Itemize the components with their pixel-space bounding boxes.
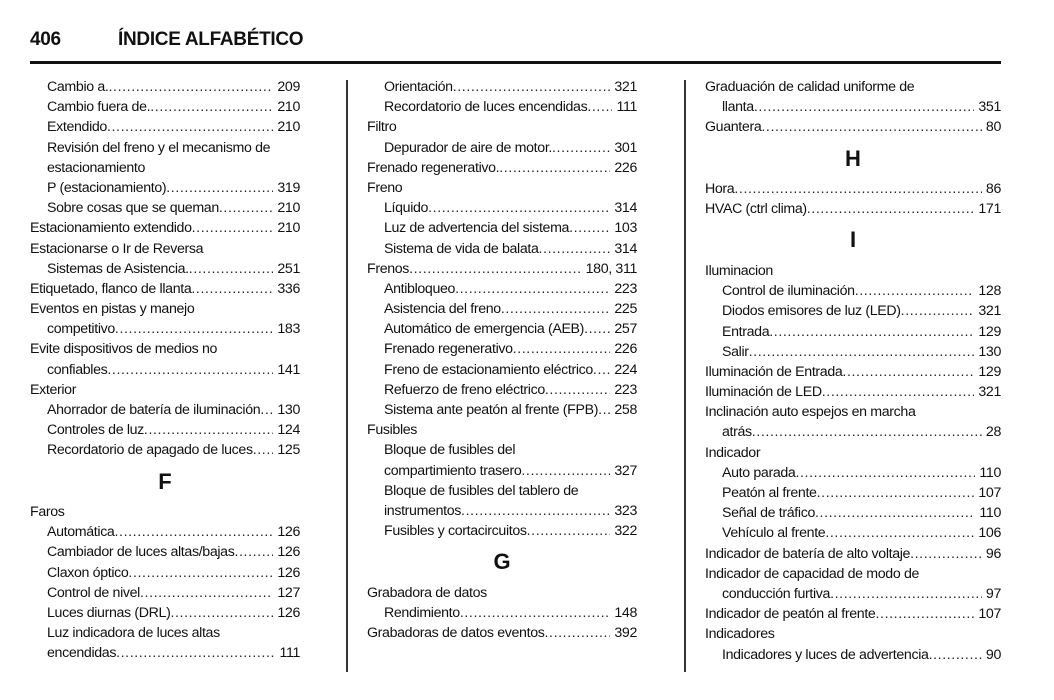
index-entry <box>705 199 1001 219</box>
index-entry <box>30 239 300 259</box>
page-reference: 97 <box>985 585 1001 602</box>
index-subentry <box>30 400 300 420</box>
dot-leader <box>114 522 273 542</box>
entry-text: confiables <box>47 361 108 378</box>
entry-text: Frenado regenerativo. <box>367 159 500 176</box>
index-entry <box>705 624 1001 644</box>
index-subentry <box>30 360 300 380</box>
index-subentry <box>705 342 1001 362</box>
dot-leader <box>521 461 610 481</box>
entry-text: Rendimiento <box>384 605 460 621</box>
page-reference: 125 <box>277 442 300 459</box>
dot-leader <box>107 117 273 137</box>
page-reference: 210 <box>277 200 300 217</box>
entry-text: Bloque de fusibles del <box>384 442 516 459</box>
page-reference: 223 <box>614 381 637 398</box>
page-reference: 111 <box>616 99 637 116</box>
entry-text: Peatón al frente <box>722 485 817 501</box>
entry-text: Orientación <box>384 79 453 95</box>
dot-leader <box>128 563 273 583</box>
index-subentry <box>367 603 637 623</box>
entry-text: Indicador de batería de alto voltaje <box>705 545 911 562</box>
page-reference: 126 <box>277 605 300 621</box>
index-subentry <box>367 239 637 259</box>
page-reference: 183 <box>277 321 300 338</box>
index-subentry <box>367 319 637 339</box>
index-subentry <box>705 322 1001 342</box>
page-reference: 321 <box>978 303 1001 320</box>
entry-text: Cambio fuera de. <box>47 99 151 116</box>
section-letter: G <box>493 549 511 575</box>
page-reference: 258 <box>614 402 637 418</box>
page-reference: 210 <box>277 220 300 237</box>
index-subentry <box>367 299 637 319</box>
index-entry <box>30 279 300 299</box>
index-entry <box>367 158 637 178</box>
entry-text: Estacionarse o Ir de Reversa <box>30 240 204 257</box>
dot-leader <box>769 322 974 342</box>
page-reference: 86 <box>985 181 1001 198</box>
entry-text: Extendido <box>47 119 107 136</box>
dot-leader <box>815 503 975 523</box>
page-reference: 321 <box>978 384 1001 401</box>
index-subentry <box>705 503 1001 523</box>
dot-leader <box>929 645 982 665</box>
entry-text: Señal de tráfico <box>722 505 815 522</box>
index-entry <box>705 77 1001 97</box>
page-reference: 171 <box>978 201 1001 218</box>
index-subentry <box>30 603 300 623</box>
entry-text: Depurador de aire de motor. <box>384 139 552 156</box>
dot-leader <box>219 198 274 218</box>
section-letter: I <box>849 227 857 253</box>
index-subentry <box>705 645 1001 665</box>
entry-text: Sobre cosas que se queman <box>47 200 219 217</box>
entry-text: P (estacionamiento) <box>47 179 167 196</box>
page-reference: 257 <box>614 321 637 338</box>
entry-text: Diodos emisores de luz (LED) <box>722 303 901 320</box>
page-reference: 28 <box>985 424 1001 441</box>
page-reference: 209 <box>277 79 300 95</box>
dot-leader <box>855 281 975 301</box>
index-entry <box>367 117 637 137</box>
entry-text: Inclinación auto espejos en marcha <box>705 404 916 421</box>
index-subentry <box>367 97 637 117</box>
index-subentry <box>30 259 300 279</box>
dot-leader <box>140 583 273 603</box>
page-title: ÍNDICE ALFABÉTICO <box>118 29 304 50</box>
dot-leader <box>455 279 610 299</box>
page-reference: 130 <box>277 402 300 418</box>
entry-text: Controles de luz <box>47 422 144 439</box>
index-subentry <box>705 422 1001 442</box>
page-reference: 148 <box>614 605 637 621</box>
dot-leader <box>752 422 982 442</box>
index-entry <box>30 502 300 522</box>
entry-text: Bloque de fusibles del tablero de <box>384 482 579 499</box>
dot-leader <box>584 319 610 339</box>
entry-text: Iluminación de LED <box>705 384 822 401</box>
entry-text: Claxon óptico <box>47 564 129 581</box>
page-reference: 224 <box>614 361 637 378</box>
index-subentry <box>30 522 300 542</box>
dot-leader <box>825 523 974 543</box>
dot-leader <box>191 279 273 299</box>
column-divider <box>684 80 686 672</box>
dot-leader <box>587 97 612 117</box>
dot-leader <box>166 178 273 198</box>
page-reference: 110 <box>979 464 1001 481</box>
entry-text: Asistencia del freno <box>384 301 501 318</box>
dot-leader <box>552 138 610 158</box>
dot-leader <box>234 542 273 562</box>
entry-text: Control de iluminación <box>722 283 855 300</box>
section-letter: F <box>158 468 172 494</box>
page-reference: 96 <box>985 545 1001 562</box>
dot-leader <box>734 179 982 199</box>
index-entry <box>705 443 1001 463</box>
index-subentry <box>30 623 300 643</box>
entry-text: Cambio a. <box>47 79 109 95</box>
entry-text: Fusibles <box>367 422 418 439</box>
index-subentry <box>367 77 637 97</box>
entry-text: instrumentos <box>384 502 462 519</box>
entry-text: Antibloqueo <box>384 280 456 297</box>
index-subentry <box>367 440 637 460</box>
index-subentry <box>367 339 637 359</box>
dot-leader <box>170 603 273 623</box>
page-reference: 322 <box>614 523 637 540</box>
entry-text: Vehículo al frente <box>722 525 826 542</box>
index-entry <box>30 339 300 359</box>
entry-text: Recordatorio de luces encendidas <box>384 99 588 116</box>
dot-leader <box>109 77 274 97</box>
dot-leader <box>115 319 273 339</box>
index-entry <box>705 382 1001 402</box>
index-entry <box>30 218 300 238</box>
index-subentry <box>705 523 1001 543</box>
index-subentry <box>30 542 300 562</box>
page-reference: 126 <box>277 544 300 561</box>
dot-leader <box>499 158 610 178</box>
index-column-3 <box>705 77 1001 665</box>
dot-leader <box>189 259 274 279</box>
entry-text: Evite dispositivos de medios no <box>30 341 218 358</box>
entry-text: Sistemas de Asistencia. <box>47 260 189 277</box>
dot-leader <box>501 299 611 319</box>
entry-text: atrás <box>722 424 752 441</box>
dot-leader <box>875 604 974 624</box>
index-subentry <box>367 198 637 218</box>
entry-text: Indicador <box>705 444 761 461</box>
entry-text: Iluminación de Entrada <box>705 363 843 380</box>
index-subentry <box>367 279 637 299</box>
page-reference: 323 <box>614 502 637 519</box>
index-subentry <box>367 360 637 380</box>
dot-leader <box>453 77 611 97</box>
page-reference: 314 <box>614 200 637 217</box>
index-entry <box>367 583 637 603</box>
entry-text: Guantera <box>705 119 762 136</box>
page-reference: 110 <box>979 505 1001 522</box>
entry-text: Control de nivel <box>47 584 140 601</box>
index-subentry <box>705 463 1001 483</box>
entry-text: Sistema de vida de balata <box>384 240 539 257</box>
dot-leader <box>901 301 975 321</box>
dot-leader <box>192 218 274 238</box>
page-reference: 314 <box>614 240 637 257</box>
index-subentry <box>30 178 300 198</box>
page-reference: 129 <box>978 363 1001 380</box>
index-subentry <box>705 584 1001 604</box>
index-column-2 <box>367 77 637 643</box>
dot-leader <box>822 382 975 402</box>
header-rule <box>30 61 1001 64</box>
entry-text: Indicador de peatón al frente <box>705 606 876 623</box>
entry-text: Recordatorio de apagado de luces <box>47 442 253 459</box>
dot-leader <box>598 400 610 420</box>
page-reference: 126 <box>277 564 300 581</box>
index-subentry <box>367 138 637 158</box>
page-reference: 127 <box>277 584 300 601</box>
page-reference: 319 <box>277 179 300 196</box>
index-entry <box>705 564 1001 584</box>
index-entry <box>705 261 1001 281</box>
dot-leader <box>539 239 611 259</box>
page-reference: 90 <box>985 646 1001 663</box>
page-reference: 124 <box>277 422 300 439</box>
index-subentry <box>367 218 637 238</box>
page-reference: 392 <box>614 625 637 642</box>
index-entry <box>30 299 300 319</box>
entry-text: Hora <box>705 181 735 198</box>
dot-leader <box>910 544 982 564</box>
entry-text: Luz indicadora de luces altas <box>47 625 220 642</box>
page-reference: 141 <box>277 361 300 378</box>
index-subentry <box>30 563 300 583</box>
index-subentry <box>30 198 300 218</box>
index-entry <box>367 420 637 440</box>
column-divider <box>346 80 348 672</box>
page-header <box>30 29 303 51</box>
entry-text: Exterior <box>30 381 77 398</box>
entry-text: Filtro <box>367 119 397 136</box>
entry-text: Freno <box>367 179 403 196</box>
page-reference: 128 <box>978 283 1001 300</box>
entry-text: Iluminacion <box>705 262 773 279</box>
index-subentry <box>705 281 1001 301</box>
entry-text: Fusibles y cortacircuitos <box>384 523 527 540</box>
index-subentry <box>367 380 637 400</box>
dot-leader <box>107 360 273 380</box>
page-reference: 126 <box>277 524 300 541</box>
index-subentry <box>367 481 637 501</box>
index-subentry <box>30 420 300 440</box>
index-entry <box>705 402 1001 422</box>
dot-leader <box>144 420 273 440</box>
entry-text: Indicadores y luces de advertencia <box>722 646 929 663</box>
entry-text: encendidas <box>47 645 117 662</box>
index-subentry <box>30 158 300 178</box>
dot-leader <box>150 97 273 117</box>
entry-text: Luz de advertencia del sistema <box>384 220 570 237</box>
entry-text: Graduación de calidad uniforme de <box>705 79 915 95</box>
page-reference: 226 <box>614 341 637 358</box>
dot-leader <box>754 97 975 117</box>
index-subentry <box>30 440 300 460</box>
page-reference: 351 <box>978 99 1001 116</box>
entry-text: Estacionamiento extendido <box>30 220 192 237</box>
page-reference: 107 <box>978 606 1001 623</box>
page-reference: 327 <box>614 462 637 479</box>
entry-text: Refuerzo de freno eléctrico <box>384 381 545 398</box>
page-reference: 180, 311 <box>585 260 637 277</box>
index-subentry <box>367 501 637 521</box>
dot-leader <box>409 259 582 279</box>
entry-text: Freno de estacionamiento eléctrico <box>384 361 593 378</box>
index-subentry <box>705 97 1001 117</box>
index-subentry <box>30 583 300 603</box>
entry-text: Faros <box>30 504 65 521</box>
page-reference: 251 <box>277 260 300 277</box>
entry-text: Indicadores <box>705 626 775 643</box>
index-entry <box>367 623 637 643</box>
entry-text: Frenos <box>367 260 410 277</box>
entry-text: Automático de emergencia (AEB) <box>384 321 585 338</box>
index-subentry <box>705 483 1001 503</box>
index-entry <box>367 178 637 198</box>
index-entry <box>367 259 637 279</box>
page-reference: 130 <box>978 343 1001 360</box>
index-subentry <box>367 400 637 420</box>
dot-leader <box>795 463 975 483</box>
dot-leader <box>253 440 274 460</box>
entry-text: llanta <box>722 99 754 116</box>
entry-text: Luces diurnas (DRL) <box>47 605 171 621</box>
entry-text: Automática <box>47 524 115 541</box>
page-reference: 210 <box>277 99 300 116</box>
entry-text: Revisión del freno y el mecanismo de <box>47 139 271 156</box>
entry-text: HVAC (ctrl clima) <box>705 201 807 218</box>
page-reference: 129 <box>978 323 1001 340</box>
entry-text: Cambiador de luces altas/bajas <box>47 544 235 561</box>
dot-leader <box>830 584 982 604</box>
dot-leader <box>544 623 610 643</box>
entry-text: Ahorrador de batería de iluminación <box>47 402 261 418</box>
entry-text: competitivo <box>47 321 115 338</box>
index-subentry <box>30 117 300 137</box>
page-reference: 107 <box>978 485 1001 501</box>
entry-text: Entrada <box>722 323 770 340</box>
page-reference: 210 <box>277 119 300 136</box>
entry-text: Grabadora de datos <box>367 584 487 601</box>
index-subentry <box>30 643 300 663</box>
entry-text: Líquido <box>384 200 429 217</box>
index-entry <box>705 117 1001 137</box>
dot-leader <box>461 501 610 521</box>
dot-leader <box>569 218 610 238</box>
page-reference: 106 <box>978 525 1001 542</box>
entry-text: Etiquetado, flanco de llanta <box>30 280 192 297</box>
index-entry <box>30 380 300 400</box>
index-subentry <box>367 461 637 481</box>
entry-text: Salir <box>722 343 749 360</box>
page-reference: 223 <box>614 280 637 297</box>
index-entry <box>705 544 1001 564</box>
entry-text: Indicador de capacidad de modo de <box>705 565 920 582</box>
index-entry <box>705 362 1001 382</box>
index-column-1 <box>30 77 300 664</box>
entry-text: conducción furtiva <box>722 585 831 602</box>
page-reference: 103 <box>614 220 637 237</box>
dot-leader <box>593 360 610 380</box>
page-reference: 80 <box>985 119 1001 136</box>
page-reference: 336 <box>277 280 300 297</box>
page-number: 406 <box>30 29 61 50</box>
dot-leader <box>513 339 611 359</box>
index-subentry <box>367 521 637 541</box>
dot-leader <box>842 362 974 382</box>
dot-leader <box>260 400 273 420</box>
entry-text: Sistema ante peatón al frente (FPB) <box>384 402 599 418</box>
entry-text: Grabadoras de datos eventos <box>367 625 545 642</box>
page-reference: 226 <box>614 159 637 176</box>
dot-leader <box>749 342 975 362</box>
index-subentry <box>30 319 300 339</box>
index-subentry <box>705 301 1001 321</box>
page-reference: 225 <box>614 301 637 318</box>
entry-text: compartimiento trasero <box>384 462 522 479</box>
dot-leader <box>527 521 611 541</box>
dot-leader <box>428 198 610 218</box>
index-subentry <box>30 97 300 117</box>
entry-text: Auto parada <box>722 464 796 481</box>
entry-text: Frenado regenerativo <box>384 341 513 358</box>
page-reference: 321 <box>614 79 637 95</box>
page-reference: 111 <box>279 645 300 662</box>
dot-leader <box>460 603 611 623</box>
entry-text: Eventos en pistas y manejo <box>30 301 195 318</box>
index-entry <box>705 604 1001 624</box>
dot-leader <box>545 380 610 400</box>
index-subentry <box>30 77 300 97</box>
page-reference: 301 <box>614 139 637 156</box>
dot-leader <box>761 117 982 137</box>
dot-leader <box>807 199 975 219</box>
index-subentry <box>30 138 300 158</box>
dot-leader <box>817 483 975 503</box>
index-entry <box>705 179 1001 199</box>
dot-leader <box>116 643 275 663</box>
section-letter: H <box>845 145 861 171</box>
entry-text: estacionamiento <box>47 159 146 176</box>
